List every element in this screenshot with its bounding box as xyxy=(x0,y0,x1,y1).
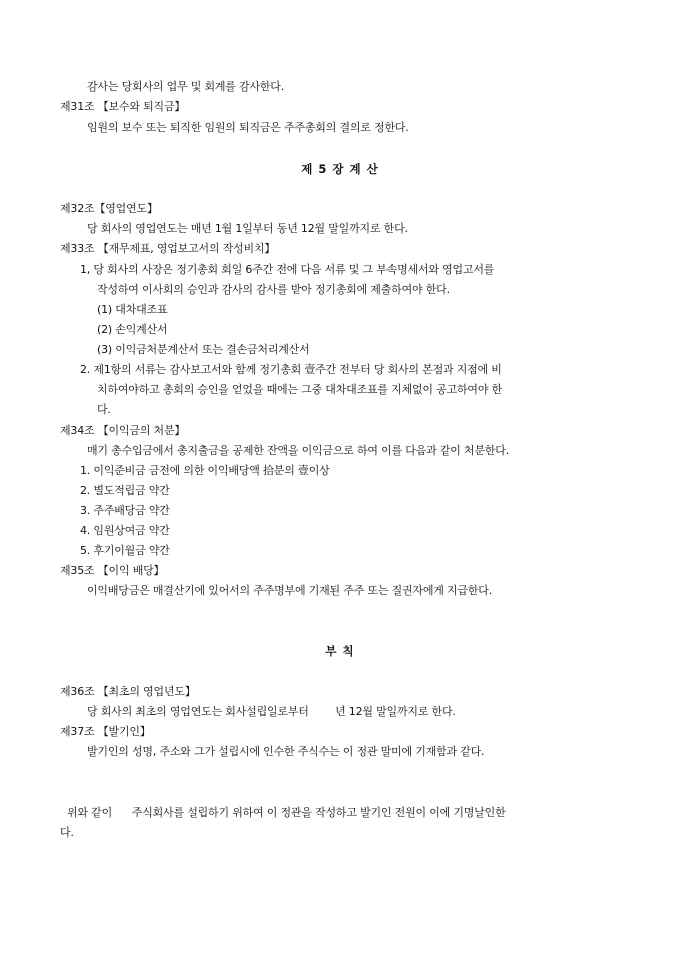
closing-statement: 위와 같이 주식회사를 설립하기 위하여 이 정관을 작성하고 발기인 전원이 이에 기명날인한 xyxy=(67,806,506,819)
list-item: 2. 별도적립금 약간 xyxy=(80,484,170,497)
list-item: 4. 임원상여금 약간 xyxy=(80,524,170,537)
text-line: 감사는 당회사의 업무 및 회계를 감사한다. xyxy=(87,80,285,93)
closing-statement-end: 다. xyxy=(60,826,74,839)
text-line: 매기 총수입금에서 총지출금을 공제한 잔액을 이익금으로 하여 이를 다음과 같이 처분한다. xyxy=(87,444,510,457)
list-item: (1) 대차대조표 xyxy=(97,303,168,316)
article-35-heading: 제35조 【이익 배당】 xyxy=(60,564,165,577)
article-36-heading: 제36조 【최초의 영업년도】 xyxy=(60,685,196,698)
list-item: 5. 후기이월금 약간 xyxy=(80,544,170,557)
text-line: 다. xyxy=(97,403,111,416)
list-item: 1. 이익준비금 금전에 의한 이익배당액 拾분의 壹이상 xyxy=(80,464,330,477)
text-line: 당 회사의 최초의 영업연도는 회사설립일로부터 년 12월 말일까지로 한다. xyxy=(87,705,456,718)
text-line: 임원의 보수 또는 퇴직한 임원의 퇴직금은 주주총회의 결의로 정한다. xyxy=(87,121,409,134)
list-item: 3. 주주배당금 약간 xyxy=(80,504,170,517)
text-line: 치하여야하고 총회의 승인을 얻었을 때에는 그중 대차대조표를 지체없이 공고하여야 한 xyxy=(97,383,503,396)
article-34-heading: 제34조 【이익금의 처분】 xyxy=(60,424,186,437)
chapter-5-title: 제 5 장 계 산 xyxy=(301,162,379,176)
text-line: 이익배당금은 매결산기에 있어서의 주주명부에 기재된 주주 또는 질권자에게 지급한다. xyxy=(87,584,493,597)
article-37-heading: 제37조 【발기인】 xyxy=(60,725,151,738)
supplementary-provisions-title: 부 칙 xyxy=(325,644,355,658)
list-item: 1, 당 회사의 사장은 정기총회 회일 6주간 전에 다음 서류 및 그 부속명세서와 영업고서를 xyxy=(80,263,495,276)
list-item: (2) 손익계산서 xyxy=(97,323,168,336)
article-33-heading: 제33조 【재무제표, 영업보고서의 작성비치】 xyxy=(60,242,276,255)
text-line: 당 회사의 영업연도는 매년 1월 1일부터 동년 12월 말일까지로 한다. xyxy=(87,222,408,235)
article-31-heading: 제31조 【보수와 퇴직금】 xyxy=(60,100,186,113)
text-line: 작성하여 이사회의 승인과 감사의 감사를 받아 정기총회에 제출하여야 한다. xyxy=(97,283,450,296)
article-32-heading: 제32조【영업연도】 xyxy=(60,202,158,215)
text-line: 발기인의 성명, 주소와 그가 설립시에 인수한 주식수는 이 정관 말미에 기재함과 같다. xyxy=(87,745,485,758)
list-item: 2. 제1항의 서류는 감사보고서와 함께 정기총회 壹주간 전부터 당 회사의 본점과 지점에 비 xyxy=(80,363,502,376)
list-item: (3) 이익금처분계산서 또는 결손금처리계산서 xyxy=(97,343,310,356)
